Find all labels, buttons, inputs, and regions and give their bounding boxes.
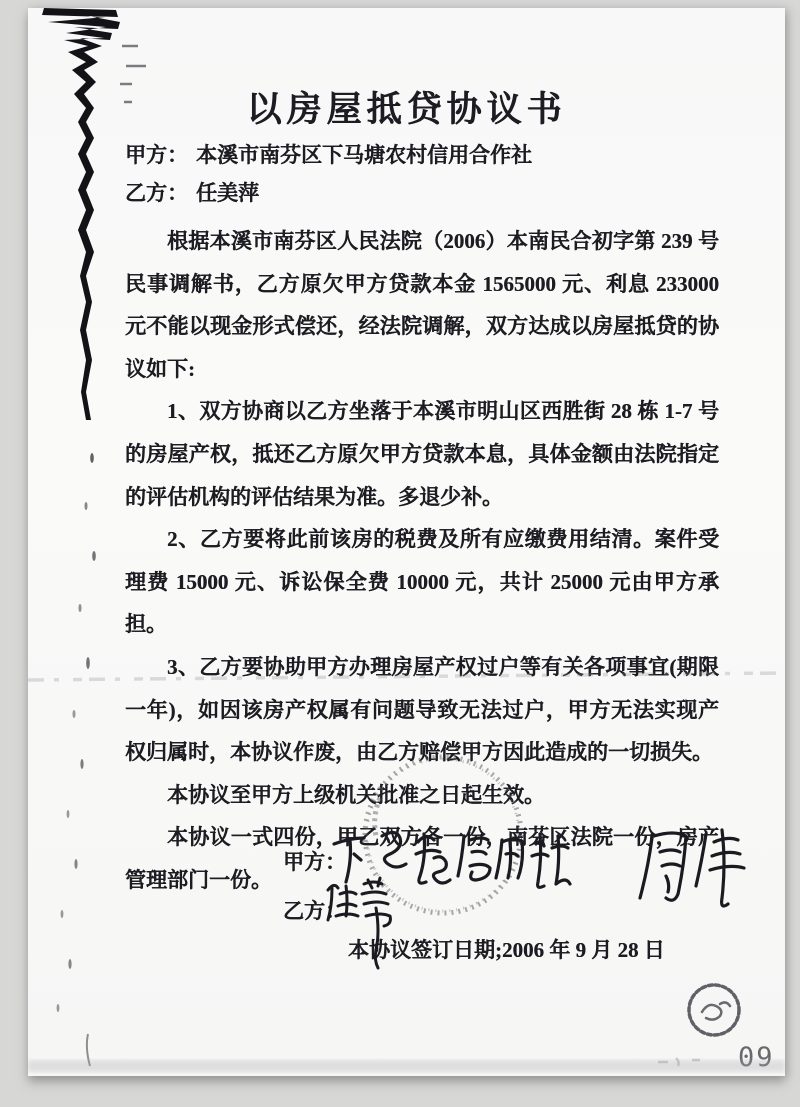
effectiveness-clause: 本协议至甲方上级机关批准之日起生效。 bbox=[167, 782, 545, 807]
page-number-stamp: 09 bbox=[738, 1042, 775, 1073]
preamble-paragraph: 根据本溪市南芬区人民法院（2006）本南民合初字第 239 号民事调解书，乙方原欠甲方贷款本金 1565000 元、利息 233000 元不能以现金形式偿还，经法院调解，双方达成以房屋抵贷的协议如下: bbox=[125, 229, 719, 381]
party-b-name: 任美萍 bbox=[196, 181, 259, 205]
signature-party-a-label: 甲方： bbox=[283, 850, 346, 874]
party-b-label: 乙方： bbox=[125, 181, 188, 205]
copies-clause: 本协议一式四份，甲乙双方各一份，南芬区法院一份，房产管理部门一份。 bbox=[125, 825, 719, 892]
party-b-line bbox=[125, 177, 259, 207]
party-a-name: 本溪市南芬区下马塘农村信用合作社 bbox=[196, 143, 532, 167]
small-circular-seal bbox=[689, 985, 739, 1035]
clause-2: 2、乙方要将此前该房的税费及所有应缴费用结清。案件受理费 15000 元、诉讼保全费 10000 元，共计 25000 元由甲方承担。 bbox=[125, 527, 719, 637]
clause-3: 3、乙方要协助甲方办理房屋产权过户等有关各项事宜(期限一年)，如因该房产权属有问题导致无法过户，甲方无法实现产权归属时，本协议作废，由乙方赔偿甲方因此造成的一切损失。 bbox=[125, 654, 719, 765]
clause-1: 1、双方协商以乙方坐落于本溪市明山区西胜街 28 栋 1-7 号的房屋产权，抵还乙方原欠甲方贷款本息，具体金额由法院指定的评估机构的评估结果为准。多退少补。 bbox=[125, 399, 719, 509]
document-page bbox=[28, 8, 785, 1076]
signature-party-b-label: 乙方： bbox=[283, 899, 346, 923]
bottom-edge-smudge bbox=[28, 1058, 785, 1072]
agreement-body bbox=[125, 220, 719, 902]
document-title: 以房屋抵贷协议书 bbox=[246, 90, 567, 129]
party-a-line bbox=[125, 139, 532, 169]
party-a-label: 甲方： bbox=[125, 143, 188, 167]
signing-date-line: 本协议签订日期;2006 年 9 月 28 日 bbox=[348, 938, 665, 962]
